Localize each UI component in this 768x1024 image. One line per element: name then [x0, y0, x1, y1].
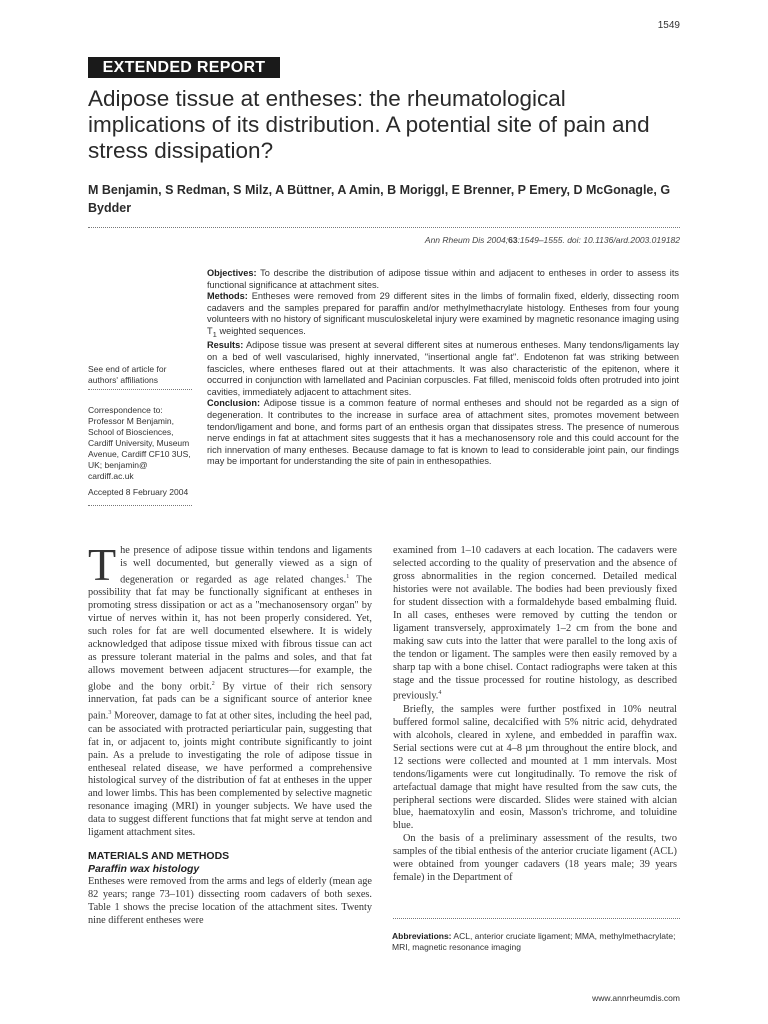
abstract-objectives: Objectives: To describe the distribution of adipose tissue within and adjacent to entheses in order to assess its functional significance at attachment sites.: [207, 268, 679, 290]
methods-paragraph: On the basis of a preliminary assessment of the results, two samples of the tibial enthesis of the anterior cruciate ligament (ACL) were obtained from younger cadavers (18 years male; 39 years female) in the Department of: [393, 833, 677, 884]
reference-marker: 1: [346, 573, 350, 580]
objectives-label: Objectives:: [207, 268, 257, 278]
page-number: 1549: [657, 20, 680, 31]
drop-cap: T: [88, 539, 117, 590]
affiliations-note: See end of article for authors' affiliations: [88, 364, 167, 385]
methods-paragraph: Briefly, the samples were further postfixed in 10% neutral buffered formol saline, decalcified with 5% nitric acid, dehydrated with alcohols, cleared in xylene, and embedded in paraffin wax. Serial sections were cut at 4–8 µm throughout the entire block, and 12 sections were collected and mounted at 1 mm intervals. Most tendons/ligaments were cut longitudinally. To remove the risk of artefactual damage that might have resulted from the saw cuts, the peripheral sections were discarded. Slides were stained with alcian blue, haematoxylin and eosin, Masson's trichrome, and toluidine blue.: [393, 703, 677, 832]
subsection-heading: Paraffin wax histology: [88, 863, 200, 876]
intro-paragraph: The presence of adipose tissue within tendons and ligaments is well documented, but generally viewed as a sign of degeneration or regarded as age related changes.$^1$ The possibility that fat may be functionally significant at entheses in promoting stress dissipation or act as a ''mechanosensory organ'' by virtue of nerves within it, has not been properly considered. Yet, such roles for fat are well documented elsewhere. It is widely acknowledged that adipose tissue mixed with fibrous tissue can act as pressure tolerant material in the palms and soles, and that fat allows movement between adjacent structures—for example, the globe and the bony orbit.$^2$ By virtue of their rich sensory innervation, fat pads can be a significant source of anterior knee pain.$^3$ Moreover, damage to fat at other sites, including the heel pad, can be associated with protracted periarticular pain, suggesting that fat in, or adjacent to, joints might contribute significantly to joint pain. As a prelude to investigating the role of adipose tissue in entheseal related disease, we have performed a comprehensive histological survey of the distribution of fat at entheses in the upper and lower limbs. This has been complemented by selective magnetic resonance imaging (MRI) in younger subjects. We have used the data to suggest different functions that fat might serve at tendon and ligament attachment sites.: [88, 539, 372, 839]
citation-year: 2004;: [486, 235, 509, 245]
citation-line: [425, 235, 680, 245]
abstract: [207, 268, 679, 468]
abbreviations-label: Abbreviations:: [392, 931, 452, 941]
article-title: Adipose tissue at entheses: the rheumatological implications of its distribution. A potential site of pain and stress dissipation?: [88, 86, 650, 163]
sidebar-divider: [88, 505, 192, 506]
body-column-left: [88, 539, 372, 928]
header-divider: [88, 227, 680, 228]
methods-label: Methods:: [207, 291, 248, 302]
reference-marker: 4: [438, 690, 442, 697]
reference-marker: 2: [211, 680, 215, 687]
results-label: Results:: [207, 340, 244, 351]
body-column-right: [393, 545, 677, 885]
conclusion-label: Conclusion:: [207, 398, 261, 409]
abstract-conclusion: Conclusion: Adipose tissue is a common feature of normal entheses and should not be regarded as a sign of degeneration. It contributes to the increase in surface area of attachment sites, promotes movement between tendon/ligament and bone, and forms part of an enthesis organ that dissipates stress. The presence of numerous nerve endings in fat at attachment sites suggests that it has a mechanosensory role and this could account for the rich innervation of many entheses. Because damage to fat is known to lead to considerable joint pain, our findings may be important for understanding the site of pain in enthesopathies.: [207, 398, 679, 467]
methods-paragraph: Entheses were removed from the arms and legs of elderly (mean age 82 years; range 73–101) dissecting room cadavers of both sexes. Table 1 shows the precise location of the attachment sites. Twenty nine different entheses were: [88, 876, 372, 926]
section-heading: MATERIALS AND METHODS: [88, 850, 230, 863]
author-list: M Benjamin, S Redman, S Milz, A Büttner, A Amin, B Moriggl, E Brenner, P Emery, D McGonagle, G Bydder: [88, 183, 671, 215]
abstract-results: Results: Adipose tissue was present at several different sites at numerous entheses. Many tendons/ligaments lay on a bed of well vascularised, highly innervated, ''insertional angle fat''. Endotenon fat was striking between fascicles, where entheses flared out at their attachments. It was also characteristic of the epitenon, where it occurred in conjunction with lamellated and Pacinian corpuscles. Fat filled, meniscoid folds often protruded into joint cavities, immediately adjacent to attachment sites.: [207, 340, 679, 397]
footer-url: www.annrheumdis.com: [592, 993, 680, 1003]
abstract-methods: Methods: Entheses were removed from 29 different sites in the limbs of formalin fixed, elderly, dissecting room cadavers and the samples prepared for paraffin and/or methylmethacrylate histology. Entheses from four young volunteers with no history of significant musculoskeletal injury were examined by magnetic resonance imaging using $T_1$ weighted sequences.: [207, 291, 679, 339]
accepted-date: Accepted 8 February 2004: [88, 487, 189, 497]
footnote-divider: [393, 918, 680, 919]
abbreviations-footnote: Abbreviations: ACL, anterior cruciate ligament; MMA, methylmethacrylate; MRI, magnetic resonance imaging: [392, 931, 676, 952]
methods-paragraph: examined from 1–10 cadavers at each location. The cadavers were selected according to the quality of preservation and the absence of gross abnormalities in the region concerned. Detailed medical histories were not available. The bodies had been previously fixed for student dissection with a formaldehyde based embalming fluid. In all cases, entheses were removed by cutting the tendon or ligament transversely, approximately 1–2 cm from the bone and making saw cuts into the latter that were parallel to the long axis of the tendon or ligament. The samples were then easily removed by a sharp tap with a bone chisel. Contact radiographs were taken at this stage and the tissue processed for routine histology, as described previously.$^4$: [393, 545, 677, 702]
citation-pages-doi: :1549–1555. doi: 10.1136/ard.2003.019182: [517, 235, 680, 245]
reference-marker: 3: [108, 710, 112, 717]
section-label: EXTENDED REPORT: [88, 57, 280, 78]
sidebar-divider: [88, 389, 192, 390]
journal-name: Ann Rheum Dis: [424, 235, 485, 245]
citation-volume: 63: [508, 235, 518, 245]
correspondence: Correspondence to: Professor M Benjamin, School of Biosciences, Cardiff University, Museum Avenue, Cardiff CF10 3US, UK; benjamin@ cardiff.ac.uk: [88, 405, 191, 481]
